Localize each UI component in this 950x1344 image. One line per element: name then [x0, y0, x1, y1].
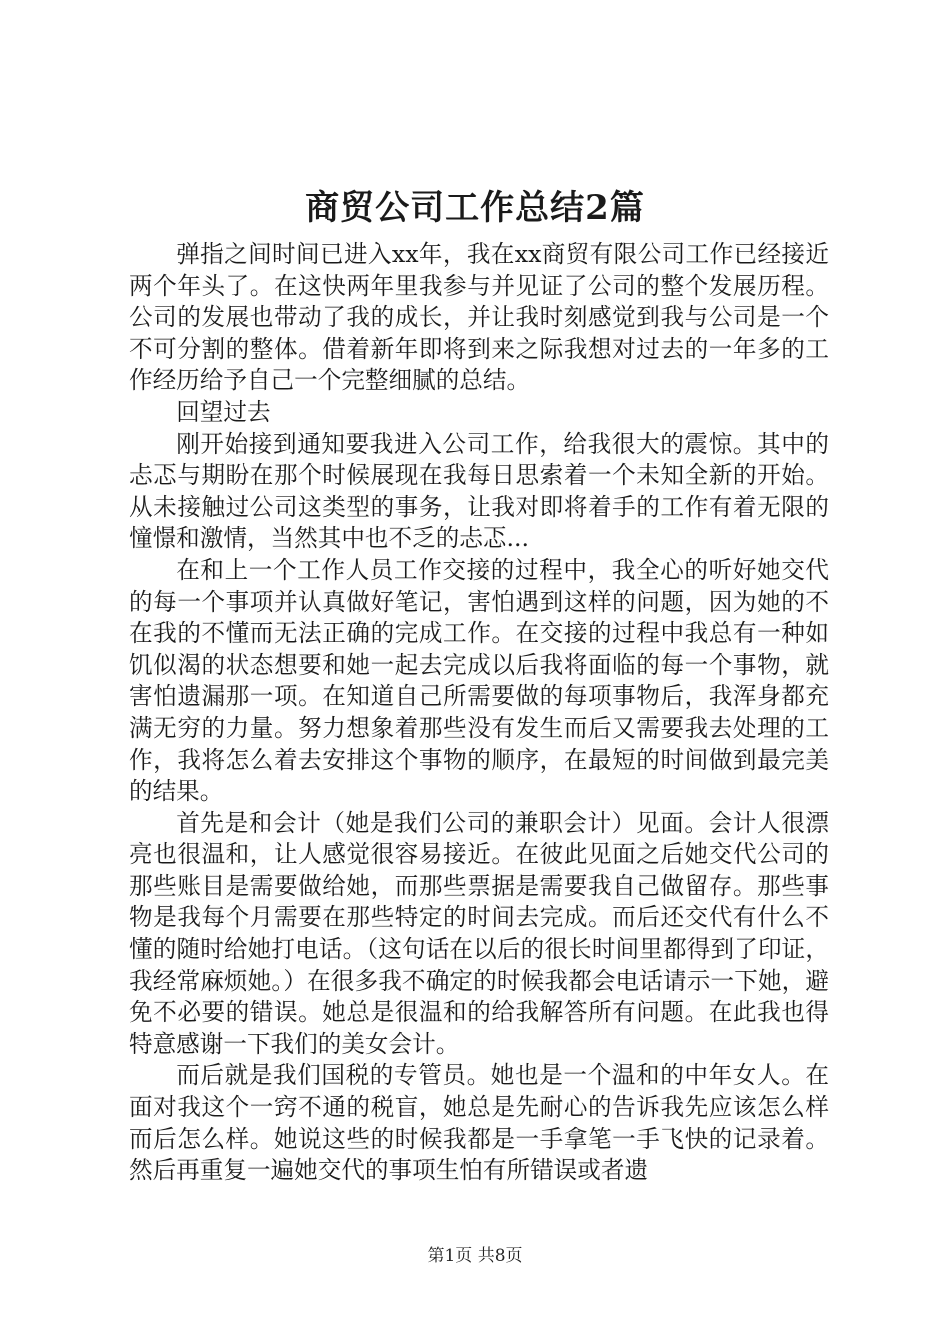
section-heading-looking-back: 回望过去: [176, 397, 271, 426]
document-body: [129, 239, 829, 1187]
paragraph-start: 刚开始接到通知要我进入公司工作，给我很大的震惊。其中的忐忑与期盼在那个时候展现在我每日思索着一个未知全新的开始。从未接触过公司这类型的事务，让我对即将着手的工作有着无限的憧憬和激情，当然其中也不乏的忐忑...: [129, 429, 829, 553]
paragraph-handover: 在和上一个工作人员工作交接的过程中，我全心的听好她交代的每一个事项并认真做好笔记，害怕遇到这样的问题，因为她的不在我的不懂而无法正确的完成工作。在交接的过程中我总有一种如饥似渴的状态想要和她一起去完成以后我将面临的每一个事物，就害怕遗漏那一项。在知道自己所需要做的每项事物后，我浑身都充满无穷的力量。努力想象着那些没有发生而后又需要我去处理的工作，我将怎么着去安排这个事物的顺序，在最短的时间做到最完美的结果。: [129, 555, 829, 806]
paragraph-accountant: 首先是和会计（她是我们公司的兼职会计）见面。会计人很漂亮也很温和，让人感觉很容易接近。在彼此见面之后她交代公司的那些账目是需要做给她，而那些票据是需要我自己做留存。那些事物是我每个月需要在那些特定的时间去完成。而后还交代有什么不懂的随时给她打电话。（这句话在以后的很长时间里都得到了印证，我经常麻烦她。）在很多我不确定的时候我都会电话请示一下她，避免不必要的错误。她总是很温和的给我解答所有问题。在此我也得特意感谢一下我们的美女会计。: [129, 808, 829, 1058]
page-number-footer: 第1页 共8页: [427, 1246, 523, 1266]
paragraph-tax-officer: 而后就是我们国税的专管员。她也是一个温和的中年女人。在面对我这个一窍不通的税盲，她总是先耐心的告诉我先应该怎么样而后怎么样。她说这些的时候我都是一手拿笔一手飞快的记录着。然后再重复一遍她交代的事项生怕有所错误或者遗: [129, 1061, 829, 1185]
paragraph-intro: 弹指之间时间已进入xx年，我在xx商贸有限公司工作已经接近两个年头了。在这快两年里我参与并见证了公司的整个发展历程。公司的发展也带动了我的成长，并让我时刻感觉到我与公司是一个不可分割的整体。借着新年即将到来之际我想对过去的一年多的工作经历给予自己一个完整细腻的总结。: [129, 240, 829, 395]
document-title: 商贸公司工作总结2篇: [305, 188, 645, 228]
